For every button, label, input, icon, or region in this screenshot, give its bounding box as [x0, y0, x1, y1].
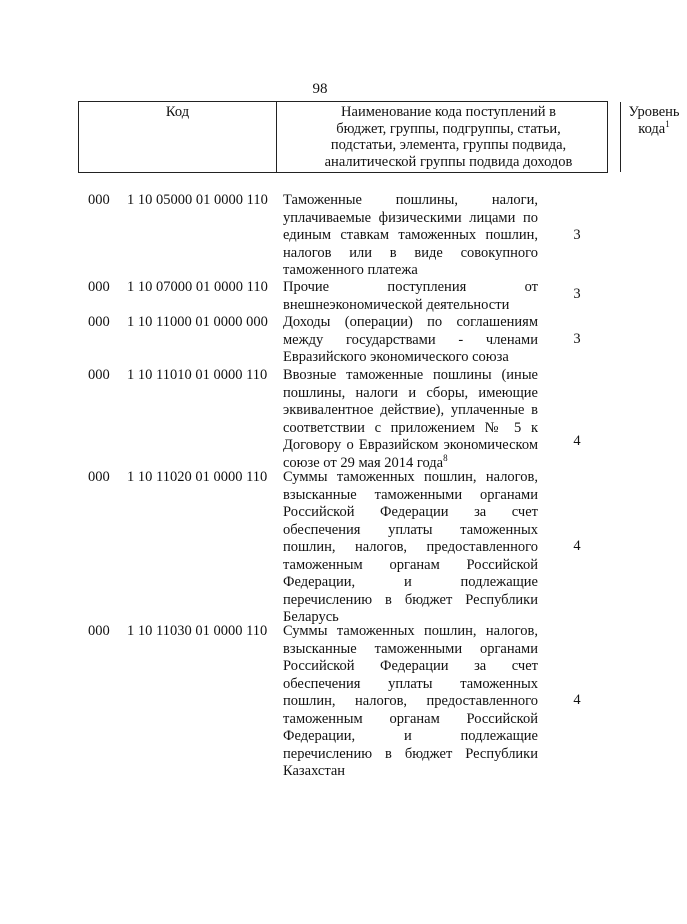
row-income-name [283, 192, 538, 280]
row-income-name [283, 623, 538, 781]
row-name-text: пошлин, налогов, предоставленного [283, 693, 538, 709]
header-level-column [621, 102, 687, 172]
header-level-line: Уровень [628, 104, 680, 120]
row-name-text: Российской Федерации за счет [283, 658, 538, 674]
row-name-text: между государствами - членами [283, 331, 538, 348]
row-name-text: Договору о Евразийском экономическом [283, 437, 538, 453]
row-name-line [283, 210, 538, 228]
row-name-line [283, 245, 538, 263]
row-name-text: перечислению в бюджет Республики [283, 591, 538, 608]
row-name-text: таможенным органам Российской [283, 710, 538, 727]
row-admin-code: 000 [88, 192, 110, 208]
row-income-name [283, 314, 538, 367]
header-name-line: аналитической группы подвида доходов [324, 153, 573, 170]
row-name-line [283, 641, 538, 659]
header-level-line [621, 118, 687, 138]
row-name-line [283, 557, 538, 575]
row-name-text: обеспечения уплаты таможенных [283, 675, 538, 692]
row-name-text: Доходы (операции) по соглашениям [283, 314, 538, 330]
header-name-column [277, 102, 621, 172]
row-name-text: таможенным органам Российской [283, 556, 538, 573]
row-name-line [283, 623, 538, 641]
row-level: 3 [573, 286, 581, 302]
row-level: 4 [573, 433, 581, 449]
row-income-code: 1 10 07000 01 0000 110 [127, 279, 268, 295]
row-name-line [283, 279, 538, 297]
row-name-text: Прочие поступления от [283, 279, 538, 295]
header-code-column [79, 102, 277, 172]
row-name-text: перечислению в бюджет Республики [283, 745, 538, 762]
row-name-line [283, 676, 538, 694]
row-income-code: 1 10 11030 01 0000 110 [127, 623, 268, 639]
row-name-line [283, 763, 538, 781]
row-name-text: таможенного платежа [283, 262, 418, 278]
row-name-text: Федерации, и подлежащие [283, 728, 538, 744]
row-name-text: Суммы таможенных пошлин, налогов, [283, 623, 538, 639]
row-level: 3 [573, 331, 581, 347]
row-name-line [283, 227, 538, 245]
row-name-line [283, 728, 538, 746]
row-name-text: Российской Федерации за счет [283, 504, 538, 520]
row-name-text: взысканные таможенными органами [283, 640, 538, 657]
row-admin-code: 000 [88, 279, 110, 295]
row-name-text: обеспечения уплаты таможенных [283, 521, 538, 538]
header-name-line: подстатьи, элемента, группы подвида, [330, 137, 567, 153]
row-name-text: внешнеэкономической деятельности [283, 296, 510, 313]
row-name-line [283, 367, 538, 385]
row-name-line [283, 574, 538, 592]
row-name-line [283, 487, 538, 505]
row-name-line [283, 314, 538, 332]
row-level: 3 [573, 227, 581, 243]
row-admin-code: 000 [88, 367, 110, 383]
row-name-text: соответствии с приложением № 5 к [283, 419, 538, 436]
row-name-text: Таможенные пошлины, налоги, [283, 192, 538, 208]
row-name-line [283, 711, 538, 729]
row-income-code: 1 10 11010 01 0000 110 [127, 367, 268, 383]
row-name-text: уплачиваемые физическими лицами по [283, 209, 538, 226]
row-name-text: Ввозные таможенные пошлины (иные [283, 367, 538, 383]
row-admin-code: 000 [88, 469, 110, 485]
header-name-line: Наименование кода поступлений в [341, 104, 556, 120]
row-income-code: 1 10 11000 01 0000 000 [127, 314, 268, 330]
header-level-footnote: 1 [665, 118, 670, 129]
row-name-line [283, 592, 538, 610]
row-income-code: 1 10 05000 01 0000 110 [127, 192, 268, 208]
row-name-line [283, 262, 538, 280]
row-name-line [283, 192, 538, 210]
row-name-line [283, 522, 538, 540]
row-income-code: 1 10 11020 01 0000 110 [127, 469, 268, 485]
row-name-line [283, 469, 538, 487]
row-name-line [283, 539, 538, 557]
row-name-text: налогов или в виде совокупного [283, 244, 538, 261]
row-name-line [283, 420, 538, 438]
table-header [78, 101, 680, 173]
row-name-line [283, 385, 538, 403]
header-name-line: бюджет, группы, подгруппы, статьи, [336, 120, 561, 137]
row-name-text: эквивалентное действие), уплаченные в [283, 402, 538, 418]
header-code-label: Код [165, 104, 190, 120]
row-name-text: взысканные таможенными органами [283, 486, 538, 503]
row-name-text: пошлины, налоги и сборы, имеющие [283, 384, 538, 401]
row-income-name [283, 367, 538, 472]
row-name-line [283, 437, 538, 455]
row-level: 4 [573, 538, 581, 554]
row-income-name [283, 279, 538, 314]
row-name-line [283, 297, 538, 315]
row-name-line [283, 332, 538, 350]
row-level: 4 [573, 692, 581, 708]
row-name-line [283, 746, 538, 764]
row-name-line [283, 402, 538, 420]
row-admin-code: 000 [88, 623, 110, 639]
row-income-name [283, 469, 538, 627]
row-name-line [283, 504, 538, 522]
row-name-text: союзе от 29 мая 2014 года [283, 454, 444, 471]
row-name-line [283, 658, 538, 676]
row-name-text: Беларусь [283, 609, 339, 625]
page-number: 98 [312, 81, 328, 97]
row-name-text: Суммы таможенных пошлин, налогов, [283, 469, 538, 485]
row-admin-code: 000 [88, 314, 110, 330]
row-name-text: Казахстан [283, 763, 346, 779]
row-name-text: единым ставкам таможенных пошлин, [283, 227, 538, 243]
row-name-text: Федерации, и подлежащие [283, 574, 538, 590]
header-level-code: кода [638, 120, 666, 137]
row-name-text: Евразийского экономического союза [283, 349, 509, 365]
row-name-line [283, 349, 538, 367]
row-name-text: пошлин, налогов, предоставленного [283, 539, 538, 555]
row-footnote: 8 [443, 452, 448, 463]
row-name-line [283, 693, 538, 711]
